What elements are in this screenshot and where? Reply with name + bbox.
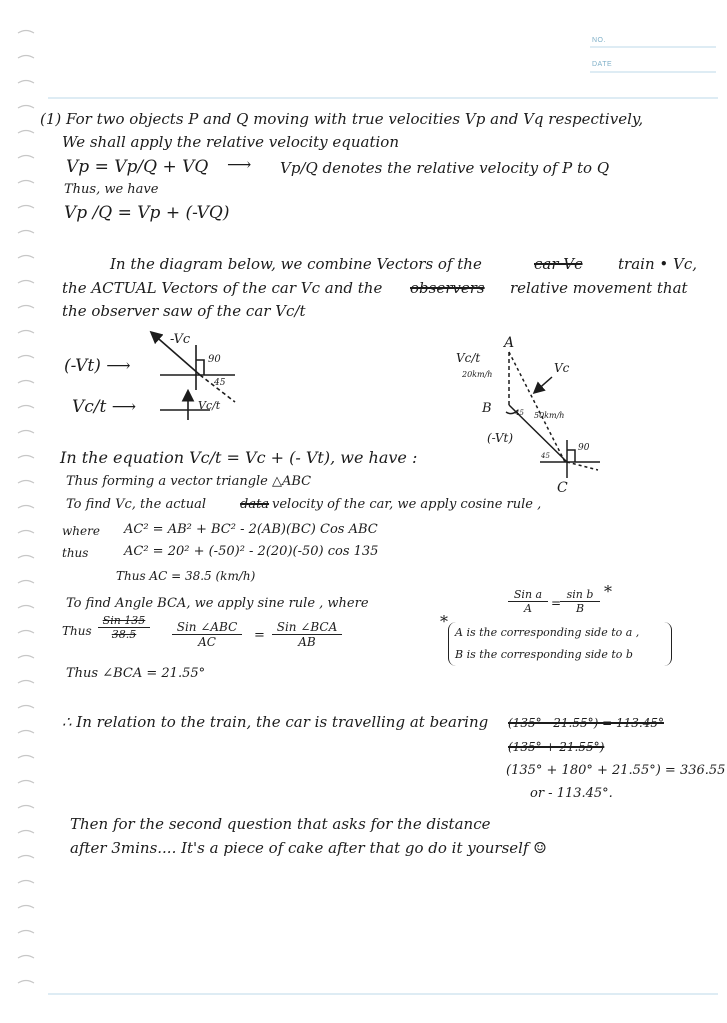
tri-speed50: 50km/h [534, 411, 565, 420]
tri-vc: Vc [554, 361, 570, 375]
line-denotes: Vp/Q denotes the relative velocity of P to Q [280, 159, 610, 177]
note-line-2: B is the corresponding side to b [455, 648, 633, 661]
line-in-the-equation: In the equation Vc/t = Vc + (- Vt), we have : [60, 448, 418, 467]
tri-vct: Vc/t [456, 351, 481, 365]
equation-relative: Vp = Vp/Q + VQ [66, 157, 209, 177]
left-angle-90: 90 [208, 354, 221, 365]
struck-frac-num: Sin 135 [102, 614, 146, 627]
note-line-1: A is the corresponding side to a , [455, 626, 640, 639]
no-label: NO. [592, 37, 606, 44]
sine-frac-a [508, 588, 548, 615]
line-thus-have: Thus, we have [64, 182, 159, 197]
sine-frac-abc [172, 620, 242, 649]
line-train-vc: train • Vc, [618, 255, 697, 273]
where-label: where [62, 524, 100, 538]
equation-vpq: Vp /Q = Vp + (-VQ) [64, 203, 230, 223]
arrow-symbol: ⟶ [227, 155, 252, 175]
date-label: DATE [592, 61, 613, 68]
right-angle-mark-2 [567, 450, 575, 462]
line-vector-triangle: Thus forming a vector triangle △ABC [66, 474, 312, 489]
crossed-bearing-1: (135° - 21.55°) = 113.45° [508, 716, 664, 730]
tri-angle90: 90 [578, 443, 590, 453]
left-diagram [152, 333, 235, 420]
tri-vt: (-Vt) [487, 431, 514, 445]
thus-label-2: Thus [62, 624, 92, 638]
left-angle-45: 45 [214, 378, 226, 388]
sine-frac-bca [272, 620, 342, 649]
equals-1: = [551, 596, 562, 610]
frac-abc-num: Sin ∠ABC [176, 620, 238, 634]
line-relative-movement: relative movement that [510, 279, 688, 297]
vertex-a: A [504, 335, 515, 351]
tri-speed20: 20km/h [462, 370, 493, 379]
note-star: * [440, 612, 448, 631]
line-ac-result: Thus AC = 38.5 (km/h) [116, 569, 256, 583]
vct-label: Vc/t ⟶ [72, 397, 137, 417]
line-find-angle-bca: To find Angle BCA, we apply sine rule , where [66, 596, 369, 611]
bearing-result: (135° + 180° + 21.55°) = 336.55 [506, 763, 726, 778]
frac-abc-den: AC [172, 634, 242, 649]
crossed-bearing-2: (135° + 21.55°) [508, 740, 605, 754]
frac-b-den: B [560, 601, 600, 615]
vc-pointer [535, 377, 552, 392]
struck-fraction [98, 614, 150, 641]
sine-frac-b [560, 588, 600, 615]
line-apply-equation: We shall apply the relative velocity equation [62, 133, 400, 151]
struck-frac-den: 38.5 [98, 627, 150, 641]
frac-bca-num: Sin ∠BCA [276, 620, 338, 634]
frac-a-num: Sin a [513, 588, 543, 601]
vertex-b: B [482, 401, 492, 416]
star-mark: * [604, 582, 612, 601]
equals-2: = [254, 628, 265, 643]
line-actual-vectors: the ACTUAL Vectors of the car Vc and the [62, 279, 383, 297]
note-box [448, 622, 672, 666]
line-cosine-rule: velocity of the car, we apply cosine rule , [272, 497, 542, 512]
thus-label: thus [62, 546, 89, 560]
neg-vc-text: -Vc [170, 332, 191, 347]
cosine-rule-substituted: AC² = 20² + (-50)² - 2(20)(-50) cos 135 [124, 544, 379, 559]
vt-label: (-Vt) ⟶ [64, 356, 131, 376]
frac-a-den: A [508, 601, 548, 615]
tri-angle45: 45 [515, 409, 524, 417]
cosine-rule-formula: AC² = AB² + BC² - 2(AB)(BC) Cos ABC [124, 522, 378, 537]
frac-b-num: sin b [566, 588, 594, 601]
bearing-alt: or - 113.45°. [530, 786, 613, 801]
line-intro: (1) For two objects P and Q moving with true velocities Vp and Vq respectively, [40, 110, 644, 128]
crossed-data: data [240, 497, 270, 512]
crossed-observers: observers [410, 279, 485, 297]
line-diagram-below: In the diagram below, we combine Vectors of the [110, 255, 482, 273]
tri-angle45b: 45 [541, 452, 550, 460]
line-angle-result: Thus ∠BCA = 21.55° [66, 666, 206, 681]
line-observer-saw: the observer saw of the car Vc/t [62, 302, 306, 320]
line-piece-of-cake: after 3mins.... It's a piece of cake after that go do it yourself ☺ [70, 839, 547, 857]
line-conclusion: ∴ In relation to the train, the car is travelling at bearing [62, 713, 489, 731]
line-second-question: Then for the second question that asks for the distance [70, 815, 491, 833]
vertex-c: C [557, 480, 568, 496]
c-dashed [567, 462, 598, 470]
crossed-car-vc: car Vc [534, 255, 583, 273]
left-vct-text: Vc/t [198, 399, 221, 412]
line-find-vc: To find Vc, the actual [66, 497, 207, 512]
frac-bca-den: AB [272, 634, 342, 649]
